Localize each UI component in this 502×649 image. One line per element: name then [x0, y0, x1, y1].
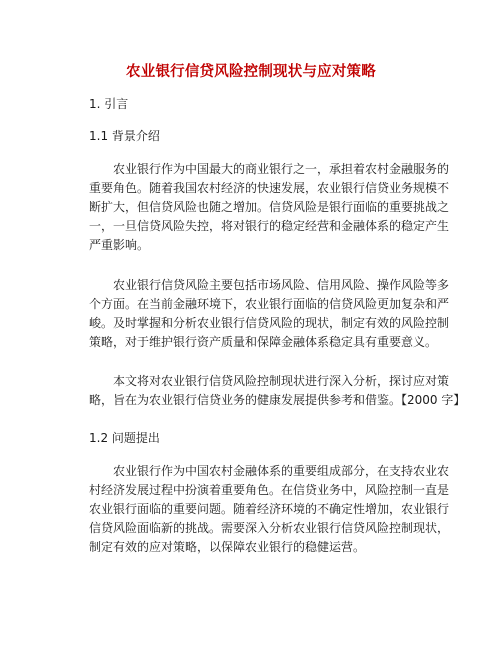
text-line: 一，一旦信贷风险失控，将对银行的稳定经营和金融体系的稳定产生	[89, 219, 450, 234]
text-line: 断扩大，但信贷风险也随之增加。信贷风险是银行面临的重要挑战之	[89, 200, 450, 215]
text-line: 策略，对于维护银行资产质量和保障金融体系稳定具有重要意义。	[89, 335, 438, 350]
paragraph-background-3	[89, 372, 466, 410]
paragraph-problem-1	[89, 462, 450, 557]
subsection-heading-problem: 1.2 问题提出	[89, 431, 160, 445]
text-line: 略，旨在为农业银行信贷业务的健康发展提供参考和借鉴。【2000 字】	[89, 393, 466, 408]
text-line: 农业银行面临的重要问题。随着经济环境的不确定性增加，农业银行	[89, 502, 450, 517]
text-line: 严重影响。	[89, 238, 150, 253]
text-line: 农业银行作为中国农村金融体系的重要组成部分，在支持农业农	[113, 464, 450, 478]
subsection-heading-background: 1.1 背景介绍	[89, 129, 160, 143]
text-line: 农业银行作为中国最大的商业银行之一，承担着农村金融服务的	[113, 162, 450, 176]
text-line: 信贷风险面临新的挑战。需要深入分析农业银行信贷风险控制现状，	[89, 521, 450, 536]
paragraph-background-2	[89, 276, 450, 352]
text-line: 农业银行信贷风险主要包括市场风险、信用风险、操作风险等多	[113, 278, 450, 292]
document-title: 农业银行信贷风险控制现状与应对策略	[126, 64, 376, 80]
text-line: 峻。及时掌握和分析农业银行信贷风险的现状，制定有效的风险控制	[89, 316, 450, 331]
text-line: 本文将对农业银行信贷风险控制现状进行深入分析，探讨应对策	[113, 374, 450, 388]
paragraph-background-1	[89, 160, 450, 255]
text-line: 个方面。在当前金融环境下，农业银行面临的信贷风险更加复杂和严	[89, 297, 450, 312]
section-heading-introduction: 1. 引言	[89, 97, 129, 111]
text-line: 村经济发展过程中扮演着重要角色。在信贷业务中，风险控制一直是	[89, 483, 450, 498]
text-line: 重要角色。随着我国农村经济的快速发展，农业银行信贷业务规模不	[89, 181, 450, 196]
text-line: 制定有效的应对策略，以保障农业银行的稳健运营。	[89, 540, 366, 555]
